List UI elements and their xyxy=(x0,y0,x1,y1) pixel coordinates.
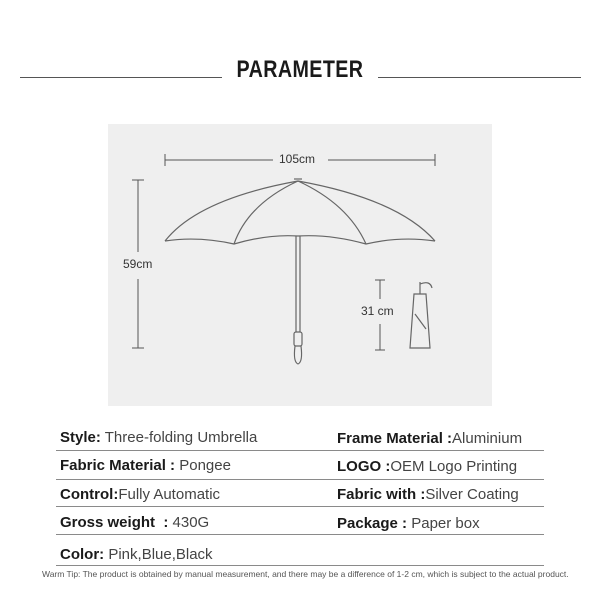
spec-frame-material xyxy=(337,430,522,447)
spec-control xyxy=(60,486,220,503)
spec-frame-value: Aluminium xyxy=(452,430,523,447)
umbrella-diagram xyxy=(108,124,492,406)
spec-style-value: Three-folding Umbrella xyxy=(104,429,258,446)
row-divider xyxy=(56,565,544,566)
spec-weight-value: 430G xyxy=(172,514,210,531)
canopy-rib xyxy=(234,181,298,244)
spec-color-value: Pink,Blue,Black xyxy=(108,546,213,563)
spec-control-value: Fully Automatic xyxy=(118,486,221,503)
row-divider xyxy=(56,534,544,535)
spec-style xyxy=(60,429,257,446)
spec-logo-label: LOGO : xyxy=(337,458,391,475)
spec-gross-weight xyxy=(60,514,209,531)
row-divider xyxy=(56,479,544,480)
open-umbrella xyxy=(165,179,435,364)
spec-fabric-with-value: Silver Coating xyxy=(425,486,519,503)
spec-color-label: Color: xyxy=(60,546,105,563)
spec-frame-label: Frame Material : xyxy=(337,430,453,447)
spec-fabric-with xyxy=(337,486,519,503)
spec-package-label: Package : xyxy=(337,515,408,532)
spec-logo xyxy=(337,458,517,475)
spec-weight-label: Gross weight : xyxy=(60,514,169,531)
folded-umbrella xyxy=(410,282,432,348)
spec-style-label: Style: xyxy=(60,429,101,446)
spec-fabric-with-label: Fabric with : xyxy=(337,486,426,503)
spec-fabric-value: Pongee xyxy=(179,457,231,474)
width-dimension-label: 105cm xyxy=(279,152,316,166)
warm-tip-note: Warm Tip: The product is obtained by manual measurement, and there may be a difference of 1-2 cm, which is subject to the actual product. xyxy=(42,569,569,579)
page-title: PARAMETER xyxy=(236,56,364,83)
folded-dimension-label: 31 cm xyxy=(361,304,394,318)
spec-logo-value: OEM Logo Printing xyxy=(390,458,518,475)
spec-control-label: Control: xyxy=(60,486,119,503)
title-line-right xyxy=(378,77,581,78)
height-dimension-label: 59cm xyxy=(123,257,153,271)
spec-package-value: Paper box xyxy=(411,515,480,532)
row-divider xyxy=(56,506,544,507)
handle-strap xyxy=(294,346,301,364)
spec-fabric-label: Fabric Material : xyxy=(60,457,176,474)
spec-fabric-material xyxy=(60,457,231,474)
folded-strap-band xyxy=(415,314,426,329)
spec-color xyxy=(60,546,213,563)
canopy-outline xyxy=(165,181,435,241)
umbrella-handle xyxy=(294,332,302,346)
row-divider xyxy=(56,450,544,451)
folded-strap xyxy=(420,283,432,288)
spec-package xyxy=(337,515,480,532)
umbrella-illustration xyxy=(108,124,492,406)
canopy-rib xyxy=(298,181,366,244)
